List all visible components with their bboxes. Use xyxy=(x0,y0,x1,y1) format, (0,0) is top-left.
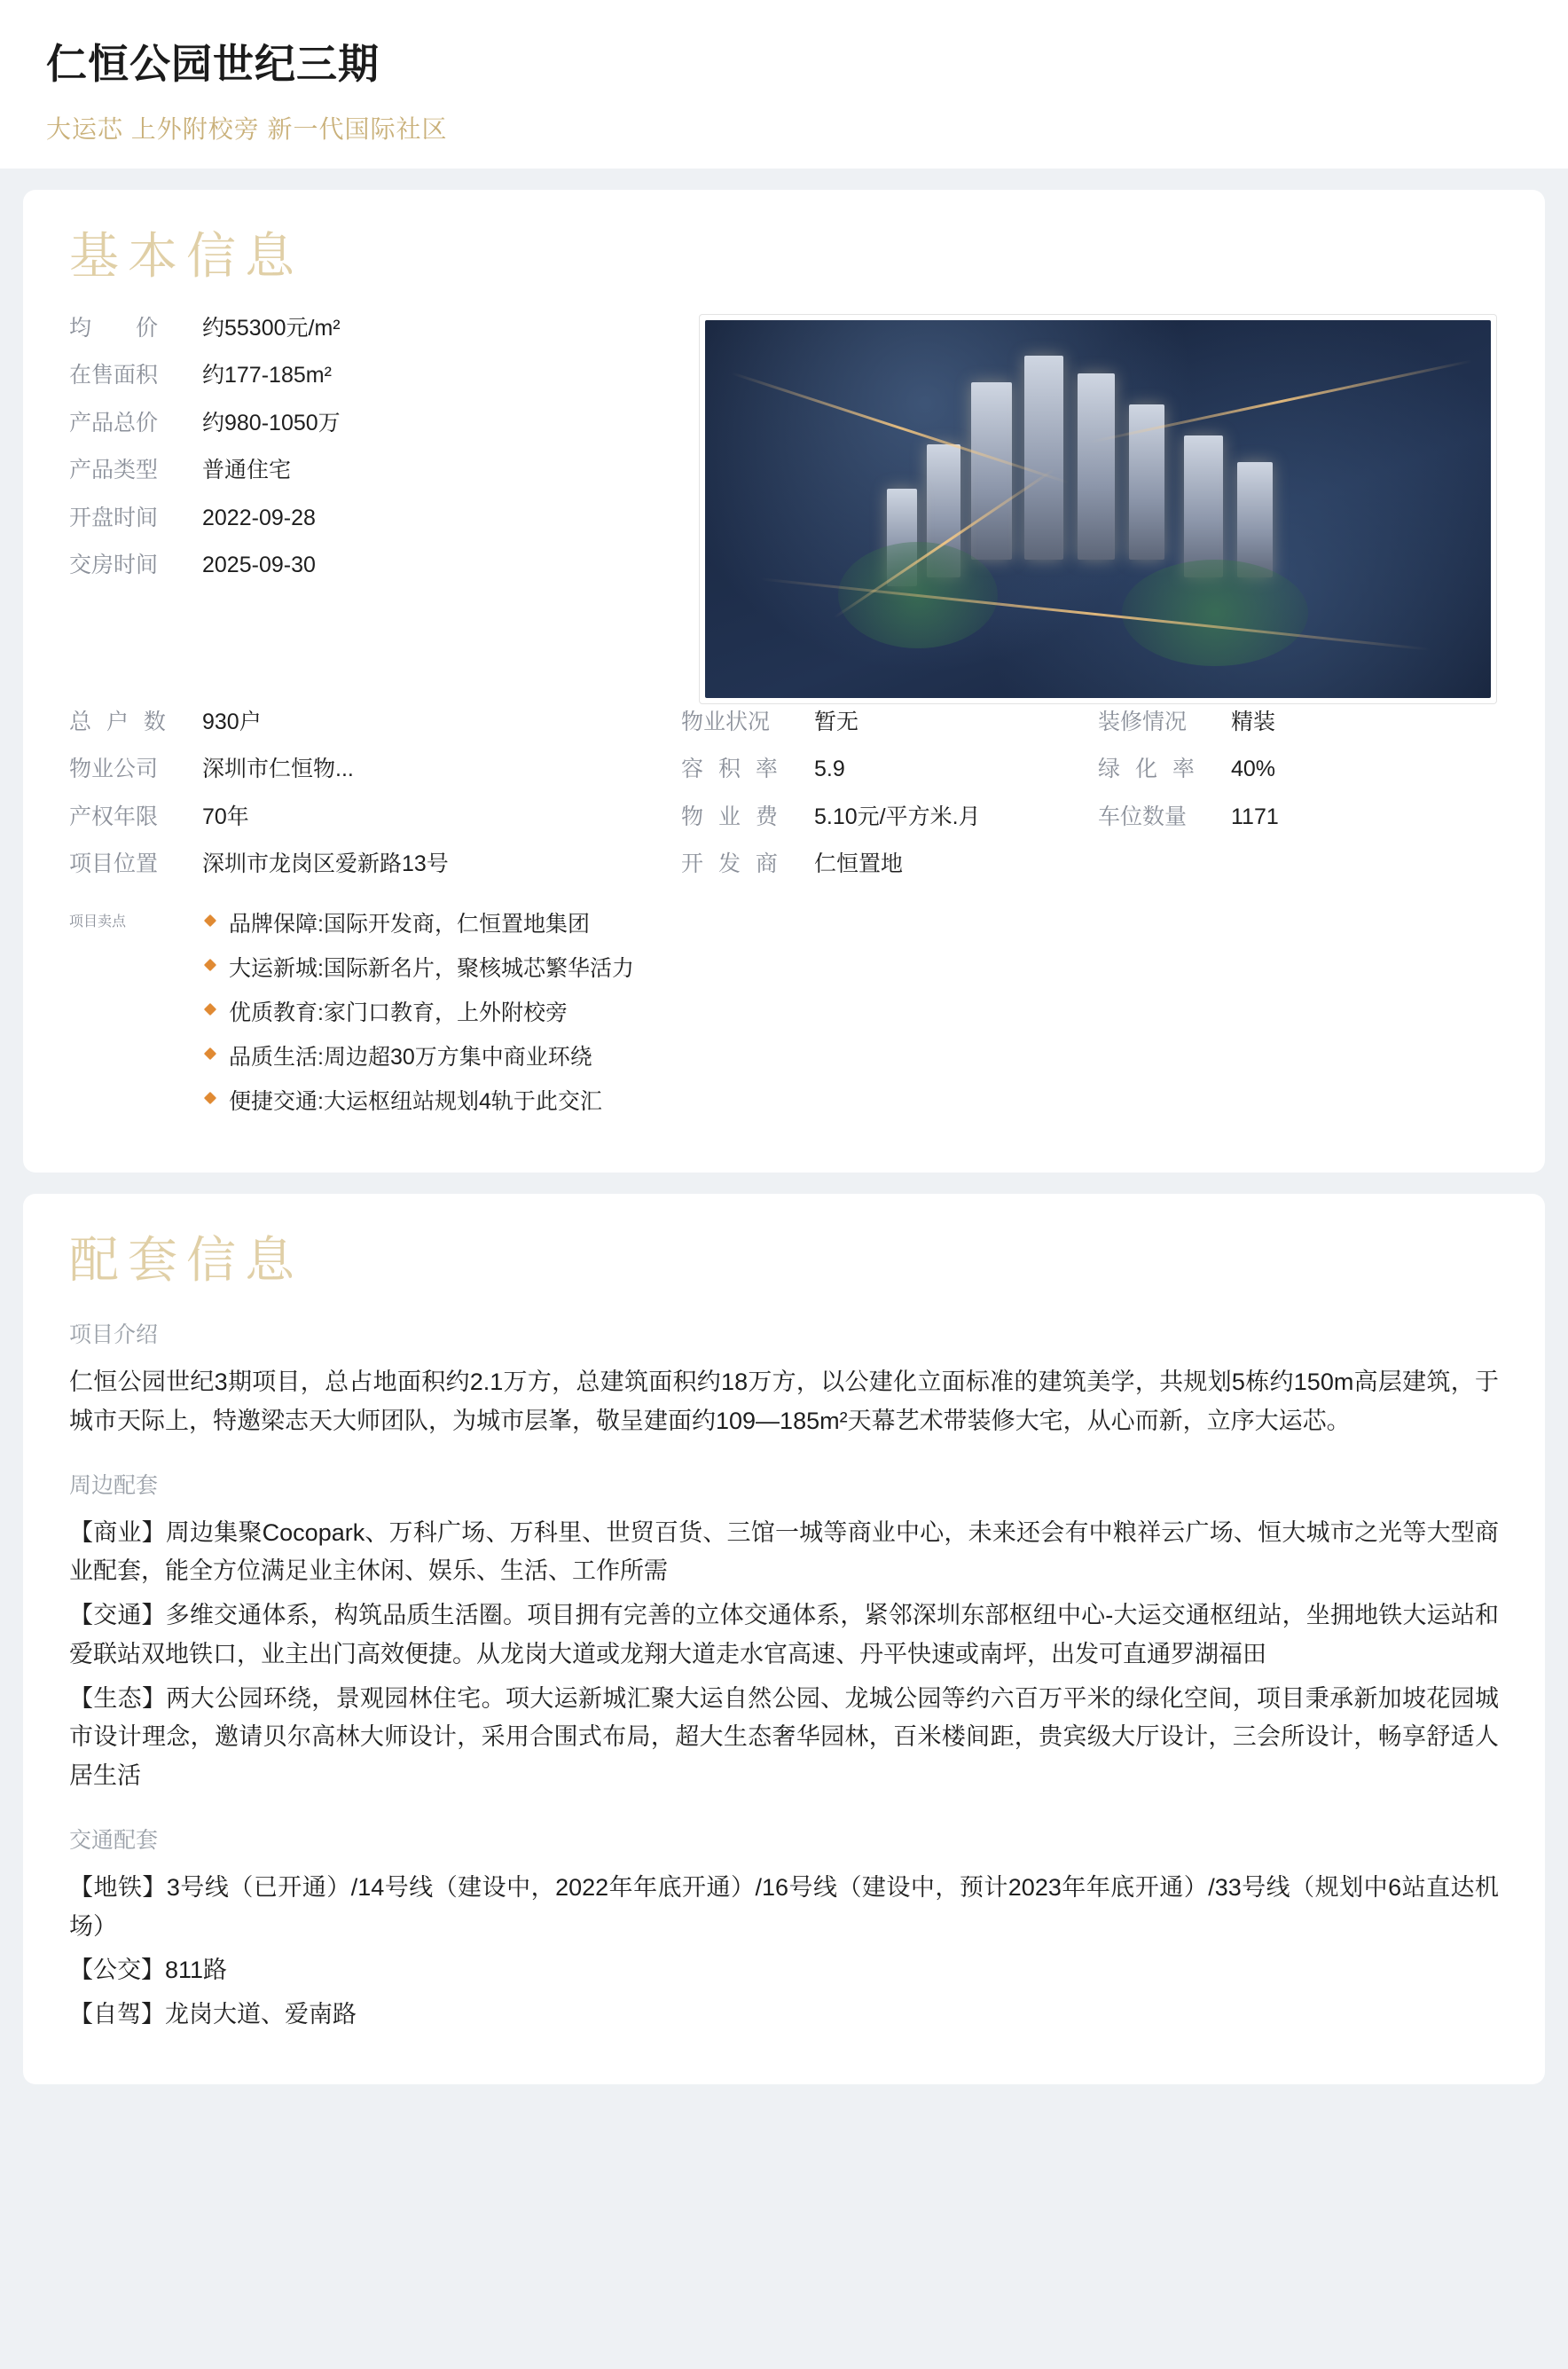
field-property-company xyxy=(69,755,681,784)
basic-grid-col-1 xyxy=(69,708,681,898)
project-rendering xyxy=(699,314,1497,704)
field-value: 仁恒置地 xyxy=(814,851,904,877)
list-item xyxy=(202,1084,634,1116)
field-decoration xyxy=(1098,708,1479,737)
page-subtitle: 大运芯 上外附校旁 新一代国际社区 xyxy=(46,115,448,143)
field-label: 开 发 商 xyxy=(681,851,782,877)
field-value: 约177-185m² xyxy=(202,363,332,388)
field-label: 产品类型 xyxy=(69,458,159,483)
field-value: 5.9 xyxy=(814,757,845,782)
field-value: 2025-09-30 xyxy=(202,553,316,578)
field-delivery-date xyxy=(69,551,681,580)
project-rendering-image xyxy=(705,320,1491,698)
field-label: 交房时间 xyxy=(69,553,159,578)
intro-label: 项目介绍 xyxy=(69,1322,159,1348)
transport-label: 交通配套 xyxy=(69,1827,159,1853)
field-value: 约980-1050万 xyxy=(202,410,341,435)
field-total-households xyxy=(69,708,681,737)
around-paragraph-commercial: 【商业】周边集聚Cocopark、万科广场、万科里、世贸百货、三馆一城等商业中心，未来还会有中粮祥云广场、恒大城市之光等大型商业配套，能全方位满足业主休闲、娱乐、生活、工作所需 xyxy=(69,1518,1499,1585)
facility-info-card xyxy=(23,1194,1545,2084)
field-opening-date xyxy=(69,504,681,533)
field-value: 深圳市龙岗区爱新路13号 xyxy=(202,851,449,877)
page-header xyxy=(0,0,1568,169)
sellpoints-list xyxy=(202,906,634,1128)
field-value: 70年 xyxy=(202,804,249,829)
bullet-diamond-icon xyxy=(204,914,216,927)
field-value: 40% xyxy=(1231,757,1276,782)
field-value: 5.10元/平方米.月 xyxy=(814,804,981,829)
field-label: 装修情况 xyxy=(1098,709,1188,734)
list-item xyxy=(202,995,634,1027)
sellpoint-text: 品质生活:周边超30万方集中商业环绕 xyxy=(229,1044,592,1070)
around-paragraph-ecology: 【生态】两大公园环绕，景观园林住宅。项大运新城汇聚大运自然公园、龙城公园等约六百万平米的绿化空间，项目秉承新加坡花园城市设计理念，邀请贝尔高林大师设计，采用合围式布局，超大生态奢华园林，百米楼间距，贵宾级大厅设计，三会所设计，畅享舒适人居生活 xyxy=(69,1684,1499,1790)
list-item xyxy=(202,906,634,938)
bullet-diamond-icon xyxy=(204,1003,216,1016)
field-developer xyxy=(681,850,1098,879)
field-label: 在售面积 xyxy=(69,363,159,388)
field-label: 物 业 费 xyxy=(681,804,782,829)
field-label: 绿 化 率 xyxy=(1098,757,1199,782)
sellpoint-text: 品牌保障:国际开发商，仁恒置地集团 xyxy=(229,911,590,937)
sellpoints-label: 项目卖点 xyxy=(69,914,127,930)
field-value: 2022-09-28 xyxy=(202,505,316,530)
basic-info-left-column xyxy=(69,314,681,599)
field-value: 精装 xyxy=(1231,709,1276,734)
basic-info-card xyxy=(23,190,1545,1173)
field-selling-area xyxy=(69,361,681,390)
field-average-price xyxy=(69,314,681,343)
field-value: 930户 xyxy=(202,709,262,734)
field-label: 产权年限 xyxy=(69,804,159,829)
around-label: 周边配套 xyxy=(69,1472,159,1498)
sellpoint-text: 大运新城:国际新名片，聚核城芯繁华活力 xyxy=(229,955,634,981)
field-value: 深圳市仁恒物... xyxy=(202,757,354,782)
field-value: 暂无 xyxy=(814,709,859,734)
intro-paragraph: 仁恒公园世纪3期项目，总占地面积约2.1万方，总建筑面积约18万方，以公建化立面标准的建筑美学，共规划5栋约150m高层建筑，于城市天际上，特邀梁志天大师团队，为城市层峯，敬呈建面约109—185m²天幕艺术带装修大宅，从心而新，立序大运芯。 xyxy=(69,1369,1499,1434)
basic-info-section-title: 基本信息 xyxy=(69,228,303,284)
field-value: 约55300元/m² xyxy=(202,315,341,341)
transport-paragraph-metro: 【地铁】3号线（已开通）/14号线（建设中，2022年年底开通）/16号线（建设中，预计2023年年底开通）/33号线（规划中6站直达机场） xyxy=(69,1873,1499,1940)
list-item xyxy=(202,1039,634,1071)
field-label: 产品总价 xyxy=(69,410,159,435)
field-label: 物业公司 xyxy=(69,757,159,782)
facility-section-title: 配套信息 xyxy=(69,1231,303,1288)
field-value: 普通住宅 xyxy=(202,458,292,483)
field-value: 1171 xyxy=(1231,804,1279,829)
field-parking-count xyxy=(1098,803,1479,832)
list-item xyxy=(202,951,634,983)
basic-grid-col-2 xyxy=(681,708,1098,898)
field-label: 项目位置 xyxy=(69,851,159,877)
sellpoint-text: 便捷交通:大运枢纽站规划4轨于此交汇 xyxy=(229,1088,602,1114)
field-property-fee xyxy=(681,803,1098,832)
field-label: 物业状况 xyxy=(681,709,771,734)
field-label: 车位数量 xyxy=(1098,804,1188,829)
basic-grid-col-3 xyxy=(1098,708,1479,898)
sellpoints-block xyxy=(69,906,1499,1128)
field-green-ratio xyxy=(1098,755,1479,784)
field-total-price xyxy=(69,409,681,438)
basic-info-grid xyxy=(69,708,1499,898)
sellpoint-text: 优质教育:家门口教育，上外附校旁 xyxy=(229,1000,568,1025)
bullet-diamond-icon xyxy=(204,959,216,971)
bullet-diamond-icon xyxy=(204,1047,216,1060)
field-property-status xyxy=(681,708,1098,737)
page-title: 仁恒公园世纪三期 xyxy=(46,41,380,87)
field-ownership-years xyxy=(69,803,681,832)
transport-paragraph-driving: 【自驾】龙岗大道、爱南路 xyxy=(69,2001,357,2028)
around-paragraph-transit: 【交通】多维交通体系，构筑品质生活圈。项目拥有完善的立体交通体系，紧邻深圳东部枢纽中心-大运交通枢纽站，坐拥地铁大运站和爱联站双地铁口，业主出门高效便捷。从龙岗大道或龙翔大道走水官高速、丹平快速或南坪，出发可直通罗湖福田 xyxy=(69,1602,1499,1667)
field-product-type xyxy=(69,456,681,485)
field-label: 开盘时间 xyxy=(69,505,159,530)
bullet-diamond-icon xyxy=(204,1092,216,1104)
field-label: 总 户 数 xyxy=(69,709,170,734)
field-label: 均 价 xyxy=(69,315,159,341)
field-plot-ratio xyxy=(681,755,1098,784)
transport-paragraph-bus: 【公交】811路 xyxy=(69,1957,228,1984)
field-location xyxy=(69,850,681,879)
field-label: 容 积 率 xyxy=(681,757,782,782)
